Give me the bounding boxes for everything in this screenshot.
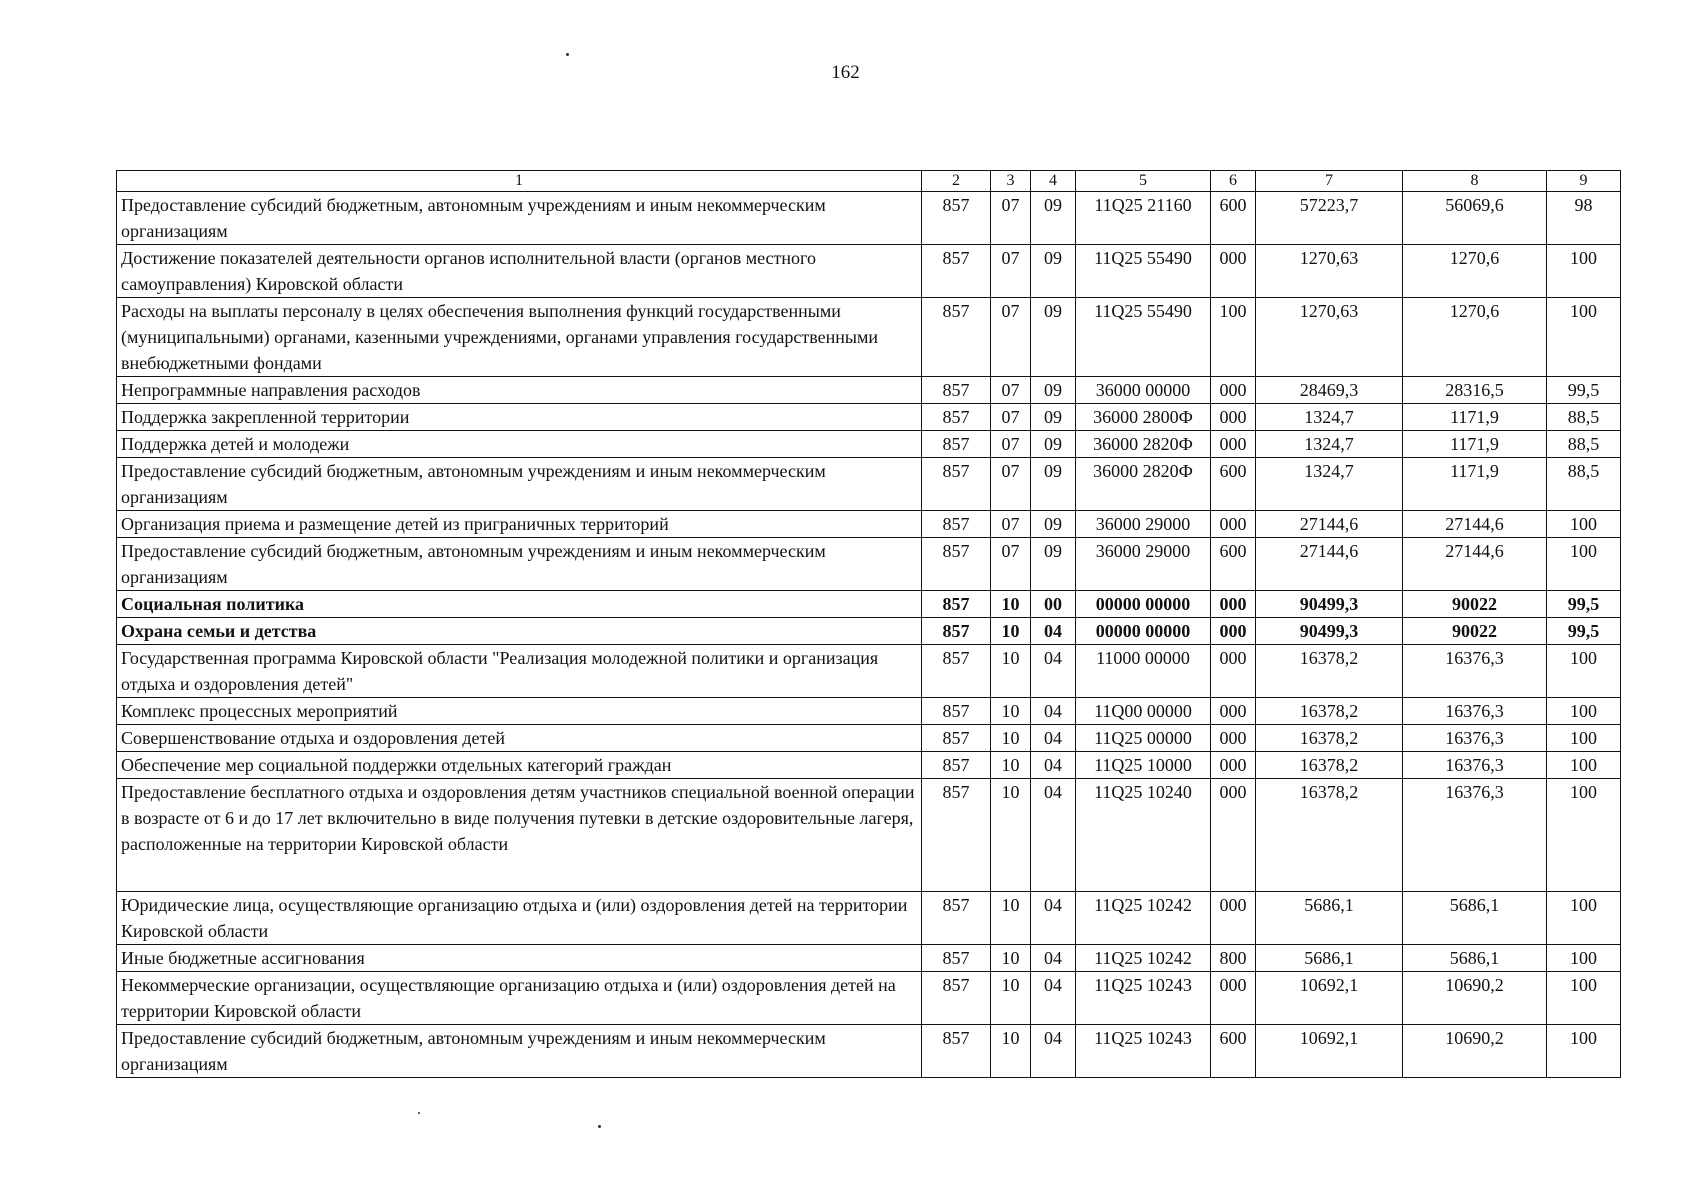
- expense-type-cell: 000: [1211, 892, 1256, 945]
- expense-name-cell: Совершенствование отдыха и оздоровления детей: [117, 725, 922, 752]
- expense-name-cell: Юридические лица, осуществляющие организацию отдыха и (или) оздоровления детей на территории Кировской области: [117, 892, 922, 945]
- planned-amount-cell: 90499,3: [1256, 591, 1403, 618]
- execution-percent-cell: 98: [1547, 192, 1621, 245]
- column-header: 5: [1076, 171, 1211, 192]
- section-cell: 10: [991, 698, 1031, 725]
- subsection-cell: 04: [1031, 645, 1076, 698]
- executed-amount-cell: 56069,6: [1403, 192, 1547, 245]
- ministry-code-cell: 857: [922, 245, 991, 298]
- execution-percent-cell: 100: [1547, 298, 1621, 377]
- expense-type-cell: 600: [1211, 538, 1256, 591]
- target-article-cell: 11Q25 10243: [1076, 1025, 1211, 1078]
- target-article-cell: 11Q25 10242: [1076, 945, 1211, 972]
- expense-type-cell: 000: [1211, 779, 1256, 892]
- subsection-cell: 04: [1031, 892, 1076, 945]
- subsection-cell: 09: [1031, 192, 1076, 245]
- subsection-cell: 09: [1031, 377, 1076, 404]
- expense-name-cell: Комплекс процессных мероприятий: [117, 698, 922, 725]
- ministry-code-cell: 857: [922, 591, 991, 618]
- target-article-cell: 36000 29000: [1076, 538, 1211, 591]
- expense-type-cell: 000: [1211, 972, 1256, 1025]
- section-cell: 10: [991, 892, 1031, 945]
- expense-type-cell: 100: [1211, 298, 1256, 377]
- target-article-cell: 11Q25 21160: [1076, 192, 1211, 245]
- target-article-cell: 11000 00000: [1076, 645, 1211, 698]
- scan-speck: [418, 1112, 420, 1114]
- executed-amount-cell: 16376,3: [1403, 752, 1547, 779]
- section-cell: 10: [991, 725, 1031, 752]
- executed-amount-cell: 27144,6: [1403, 511, 1547, 538]
- executed-amount-cell: 1171,9: [1403, 404, 1547, 431]
- expense-name-cell: Предоставление бесплатного отдыха и оздоровления детям участников специальной военной операции в возрасте от 6 и до 17 лет включительно в виде получения путевки в детские оздоровительные лагеря, расположенные на территории Кировской области: [117, 779, 922, 892]
- ministry-code-cell: 857: [922, 431, 991, 458]
- planned-amount-cell: 1324,7: [1256, 404, 1403, 431]
- executed-amount-cell: 5686,1: [1403, 945, 1547, 972]
- subsection-cell: 04: [1031, 779, 1076, 892]
- table-row: [117, 698, 1621, 725]
- table-row: [117, 752, 1621, 779]
- ministry-code-cell: 857: [922, 377, 991, 404]
- execution-percent-cell: 88,5: [1547, 404, 1621, 431]
- table-row: [117, 1025, 1621, 1078]
- expense-name-cell: Государственная программа Кировской области "Реализация молодежной политики и организация отдыха и оздоровления детей": [117, 645, 922, 698]
- ministry-code-cell: 857: [922, 298, 991, 377]
- table-row: [117, 245, 1621, 298]
- column-header: 3: [991, 171, 1031, 192]
- planned-amount-cell: 27144,6: [1256, 511, 1403, 538]
- table-body: [117, 171, 1621, 1078]
- column-number-row: [117, 171, 1621, 192]
- planned-amount-cell: 1324,7: [1256, 431, 1403, 458]
- executed-amount-cell: 16376,3: [1403, 779, 1547, 892]
- expense-name-cell: Поддержка закрепленной территории: [117, 404, 922, 431]
- planned-amount-cell: 1324,7: [1256, 458, 1403, 511]
- expense-name-cell: Предоставление субсидий бюджетным, автономным учреждениям и иным некоммерческим организациям: [117, 192, 922, 245]
- expense-type-cell: 000: [1211, 431, 1256, 458]
- column-header: 8: [1403, 171, 1547, 192]
- column-header: 6: [1211, 171, 1256, 192]
- subsection-cell: 04: [1031, 972, 1076, 1025]
- expense-name-cell: Организация приема и размещение детей из приграничных территорий: [117, 511, 922, 538]
- executed-amount-cell: 1171,9: [1403, 431, 1547, 458]
- execution-percent-cell: 88,5: [1547, 458, 1621, 511]
- ministry-code-cell: 857: [922, 779, 991, 892]
- expense-type-cell: 000: [1211, 645, 1256, 698]
- target-article-cell: 00000 00000: [1076, 618, 1211, 645]
- expense-type-cell: 600: [1211, 1025, 1256, 1078]
- table-row: [117, 618, 1621, 645]
- executed-amount-cell: 5686,1: [1403, 892, 1547, 945]
- planned-amount-cell: 16378,2: [1256, 779, 1403, 892]
- target-article-cell: 11Q25 10240: [1076, 779, 1211, 892]
- executed-amount-cell: 90022: [1403, 591, 1547, 618]
- budget-table: [116, 170, 1621, 1078]
- section-cell: 07: [991, 192, 1031, 245]
- ministry-code-cell: 857: [922, 945, 991, 972]
- expense-type-cell: 600: [1211, 458, 1256, 511]
- ministry-code-cell: 857: [922, 698, 991, 725]
- expense-type-cell: 000: [1211, 404, 1256, 431]
- section-cell: 07: [991, 458, 1031, 511]
- ministry-code-cell: 857: [922, 618, 991, 645]
- executed-amount-cell: 1171,9: [1403, 458, 1547, 511]
- expense-name-cell: Обеспечение мер социальной поддержки отдельных категорий граждан: [117, 752, 922, 779]
- ministry-code-cell: 857: [922, 511, 991, 538]
- planned-amount-cell: 16378,2: [1256, 645, 1403, 698]
- ministry-code-cell: 857: [922, 404, 991, 431]
- executed-amount-cell: 1270,6: [1403, 245, 1547, 298]
- section-cell: 10: [991, 779, 1031, 892]
- page-number: 162: [831, 62, 860, 83]
- table-row: [117, 377, 1621, 404]
- scan-speck: [598, 1125, 601, 1128]
- executed-amount-cell: 16376,3: [1403, 725, 1547, 752]
- expense-name-cell: Непрограммные направления расходов: [117, 377, 922, 404]
- planned-amount-cell: 27144,6: [1256, 538, 1403, 591]
- table-row: [117, 431, 1621, 458]
- section-cell: 07: [991, 298, 1031, 377]
- expense-name-cell: Расходы на выплаты персоналу в целях обеспечения выполнения функций государственными (муниципальными) органами, казенными учреждениями, органами управления государственными внебюджетными фондами: [117, 298, 922, 377]
- target-article-cell: 11Q25 10242: [1076, 892, 1211, 945]
- expense-type-cell: 600: [1211, 192, 1256, 245]
- execution-percent-cell: 100: [1547, 725, 1621, 752]
- subsection-cell: 04: [1031, 752, 1076, 779]
- planned-amount-cell: 90499,3: [1256, 618, 1403, 645]
- executed-amount-cell: 16376,3: [1403, 698, 1547, 725]
- subsection-cell: 09: [1031, 404, 1076, 431]
- column-header: 1: [117, 171, 922, 192]
- expense-type-cell: 800: [1211, 945, 1256, 972]
- expense-type-cell: 000: [1211, 698, 1256, 725]
- expense-type-cell: 000: [1211, 377, 1256, 404]
- planned-amount-cell: 16378,2: [1256, 725, 1403, 752]
- ministry-code-cell: 857: [922, 752, 991, 779]
- expense-name-cell: Предоставление субсидий бюджетным, автономным учреждениям и иным некоммерческим организациям: [117, 458, 922, 511]
- section-cell: 10: [991, 945, 1031, 972]
- execution-percent-cell: 100: [1547, 972, 1621, 1025]
- target-article-cell: 11Q25 10000: [1076, 752, 1211, 779]
- executed-amount-cell: 16376,3: [1403, 645, 1547, 698]
- section-cell: 07: [991, 511, 1031, 538]
- planned-amount-cell: 10692,1: [1256, 972, 1403, 1025]
- table-row: [117, 538, 1621, 591]
- expense-name-cell: Предоставление субсидий бюджетным, автономным учреждениям и иным некоммерческим организациям: [117, 1025, 922, 1078]
- expense-name-cell: Предоставление субсидий бюджетным, автономным учреждениям и иным некоммерческим организациям: [117, 538, 922, 591]
- execution-percent-cell: 100: [1547, 511, 1621, 538]
- subsection-cell: 09: [1031, 298, 1076, 377]
- expense-type-cell: 000: [1211, 245, 1256, 298]
- executed-amount-cell: 27144,6: [1403, 538, 1547, 591]
- ministry-code-cell: 857: [922, 645, 991, 698]
- ministry-code-cell: 857: [922, 192, 991, 245]
- target-article-cell: 36000 29000: [1076, 511, 1211, 538]
- expense-name-cell: Иные бюджетные ассигнования: [117, 945, 922, 972]
- subsection-cell: 09: [1031, 458, 1076, 511]
- execution-percent-cell: 100: [1547, 1025, 1621, 1078]
- target-article-cell: 11Q00 00000: [1076, 698, 1211, 725]
- table-row: [117, 972, 1621, 1025]
- table-row: [117, 511, 1621, 538]
- section-cell: 10: [991, 1025, 1031, 1078]
- section-cell: 07: [991, 431, 1031, 458]
- execution-percent-cell: 100: [1547, 945, 1621, 972]
- table-row: [117, 591, 1621, 618]
- expense-name-cell: Поддержка детей и молодежи: [117, 431, 922, 458]
- expense-name-cell: Достижение показателей деятельности органов исполнительной власти (органов местного самоуправления) Кировской области: [117, 245, 922, 298]
- column-header: 9: [1547, 171, 1621, 192]
- executed-amount-cell: 10690,2: [1403, 1025, 1547, 1078]
- target-article-cell: 36000 2820Ф: [1076, 458, 1211, 511]
- expense-type-cell: 000: [1211, 752, 1256, 779]
- expense-name-cell: Охрана семьи и детства: [117, 618, 922, 645]
- subsection-cell: 04: [1031, 725, 1076, 752]
- planned-amount-cell: 16378,2: [1256, 698, 1403, 725]
- table-row: [117, 892, 1621, 945]
- planned-amount-cell: 16378,2: [1256, 752, 1403, 779]
- target-article-cell: 11Q25 55490: [1076, 245, 1211, 298]
- ministry-code-cell: 857: [922, 538, 991, 591]
- target-article-cell: 00000 00000: [1076, 591, 1211, 618]
- section-cell: 10: [991, 645, 1031, 698]
- section-cell: 07: [991, 245, 1031, 298]
- executed-amount-cell: 10690,2: [1403, 972, 1547, 1025]
- ministry-code-cell: 857: [922, 1025, 991, 1078]
- execution-percent-cell: 100: [1547, 645, 1621, 698]
- expense-type-cell: 000: [1211, 618, 1256, 645]
- subsection-cell: 04: [1031, 945, 1076, 972]
- expense-name-cell: Социальная политика: [117, 591, 922, 618]
- execution-percent-cell: 88,5: [1547, 431, 1621, 458]
- section-cell: 10: [991, 752, 1031, 779]
- table-row: [117, 458, 1621, 511]
- subsection-cell: 04: [1031, 1025, 1076, 1078]
- execution-percent-cell: 100: [1547, 779, 1621, 892]
- table-row: [117, 725, 1621, 752]
- table-row: [117, 404, 1621, 431]
- table-row: [117, 945, 1621, 972]
- scan-speck: [566, 53, 569, 56]
- planned-amount-cell: 10692,1: [1256, 1025, 1403, 1078]
- executed-amount-cell: 28316,5: [1403, 377, 1547, 404]
- table-row: [117, 192, 1621, 245]
- planned-amount-cell: 5686,1: [1256, 945, 1403, 972]
- planned-amount-cell: 1270,63: [1256, 245, 1403, 298]
- section-cell: 10: [991, 591, 1031, 618]
- ministry-code-cell: 857: [922, 892, 991, 945]
- expense-type-cell: 000: [1211, 511, 1256, 538]
- subsection-cell: 04: [1031, 618, 1076, 645]
- executed-amount-cell: 90022: [1403, 618, 1547, 645]
- section-cell: 10: [991, 618, 1031, 645]
- target-article-cell: 11Q25 55490: [1076, 298, 1211, 377]
- subsection-cell: 00: [1031, 591, 1076, 618]
- subsection-cell: 09: [1031, 511, 1076, 538]
- expense-name-cell: Некоммерческие организации, осуществляющие организацию отдыха и (или) оздоровления детей на территории Кировской области: [117, 972, 922, 1025]
- target-article-cell: 36000 00000: [1076, 377, 1211, 404]
- column-header: 2: [922, 171, 991, 192]
- execution-percent-cell: 99,5: [1547, 591, 1621, 618]
- column-header: 7: [1256, 171, 1403, 192]
- ministry-code-cell: 857: [922, 458, 991, 511]
- planned-amount-cell: 1270,63: [1256, 298, 1403, 377]
- planned-amount-cell: 28469,3: [1256, 377, 1403, 404]
- column-header: 4: [1031, 171, 1076, 192]
- target-article-cell: 36000 2820Ф: [1076, 431, 1211, 458]
- table-row: [117, 779, 1621, 892]
- execution-percent-cell: 99,5: [1547, 377, 1621, 404]
- execution-percent-cell: 100: [1547, 698, 1621, 725]
- subsection-cell: 09: [1031, 431, 1076, 458]
- subsection-cell: 04: [1031, 698, 1076, 725]
- execution-percent-cell: 100: [1547, 538, 1621, 591]
- section-cell: 10: [991, 972, 1031, 1025]
- target-article-cell: 11Q25 00000: [1076, 725, 1211, 752]
- subsection-cell: 09: [1031, 245, 1076, 298]
- target-article-cell: 36000 2800Ф: [1076, 404, 1211, 431]
- execution-percent-cell: 100: [1547, 752, 1621, 779]
- subsection-cell: 09: [1031, 538, 1076, 591]
- execution-percent-cell: 100: [1547, 892, 1621, 945]
- ministry-code-cell: 857: [922, 725, 991, 752]
- expense-type-cell: 000: [1211, 591, 1256, 618]
- execution-percent-cell: 100: [1547, 245, 1621, 298]
- section-cell: 07: [991, 404, 1031, 431]
- section-cell: 07: [991, 377, 1031, 404]
- planned-amount-cell: 5686,1: [1256, 892, 1403, 945]
- executed-amount-cell: 1270,6: [1403, 298, 1547, 377]
- section-cell: 07: [991, 538, 1031, 591]
- target-article-cell: 11Q25 10243: [1076, 972, 1211, 1025]
- table-row: [117, 298, 1621, 377]
- table-row: [117, 645, 1621, 698]
- execution-percent-cell: 99,5: [1547, 618, 1621, 645]
- expense-type-cell: 000: [1211, 725, 1256, 752]
- ministry-code-cell: 857: [922, 972, 991, 1025]
- planned-amount-cell: 57223,7: [1256, 192, 1403, 245]
